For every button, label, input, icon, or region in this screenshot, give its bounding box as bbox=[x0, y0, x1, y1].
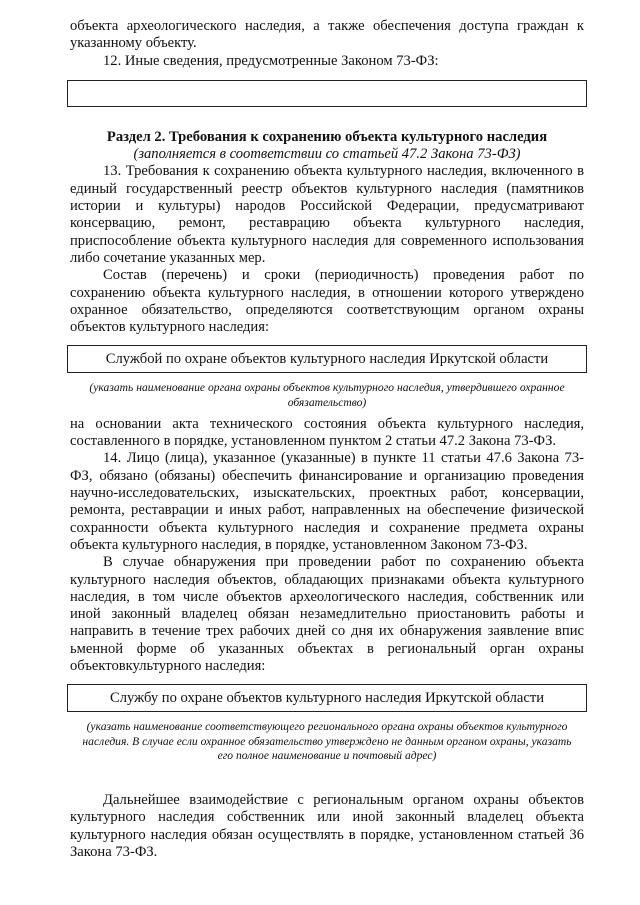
section-title: Раздел 2. Требования к сохранению объекта культурного наследия bbox=[106, 128, 548, 145]
document-page bbox=[70, 18, 584, 861]
field-other-info[interactable] bbox=[67, 80, 587, 107]
paragraph-continuation: объекта археологического наследия, а также обеспечения доступа граждан к указанному объекту. bbox=[70, 18, 584, 52]
paragraph-basis: на основании акта технического состояния объекта культурного наследия, составленного в порядке, установленном пунктом 2 статьи 47.2 Закона 73-ФЗ. bbox=[70, 415, 584, 450]
field-approving-authority[interactable]: Службой по охране объектов культурного наследия Иркутской области bbox=[67, 345, 587, 373]
paragraph-discovery: В случае обнаружения при проведении работ по сохранению объекта культурного наследия объектов, обладающих признаками объекта культурного наследия, в том числе объектов археологического наследия, собственник или иной законный владелец обязан незамедлительно приостановить работы и направить в течение трех рабочих дней со дня их обнаружения заявление впис​ьменной форме об указанных объектах в региональный орган охраны объектовкультурного наследия: bbox=[70, 554, 584, 675]
note-regional-authority: (указать наименование соответствующего регионального органа охраны объектов культурного наследия. В случае если охранное обязательство утверждено не данным органом охраны, указать его полное наименование и почтовый адрес) bbox=[82, 720, 572, 762]
paragraph-item-14: 14. Лицо (лица), указанное (указанные) в пункте 11 статьи 47.6 Закона 73-ФЗ, обязано (обязаны) обеспечить финансирование и организацию проведения научно-исследовательских, изыскательских, проектных работ, консервации, ремонта, реставрации и иных работ, направленных на обеспечение физической сохранности объекта культурного наследия и сохранение предмета охраны объекта культурного наследия, в порядке, установленном Законом 73-ФЗ. bbox=[70, 450, 584, 553]
paragraph-item-12: 12. Иные сведения, предусмотренные Законом 73-ФЗ: bbox=[103, 52, 439, 69]
section-subtitle: (заполняется в соответствии со статьей 47.2 Закона 73-ФЗ) bbox=[133, 146, 521, 163]
paragraph-further-interaction: Дальнейшее взаимодействие с региональным органом охраны объектов культурного наследия собственник или иной законный владелец объекта культурного наследия обязан осуществлять в порядке, установленном статьей 36 Закона 73-ФЗ. bbox=[70, 791, 584, 860]
note-approving-authority: (указать наименование органа охраны объектов культурного наследия, утвердившего охранное обязательство) bbox=[89, 381, 565, 409]
field-regional-authority[interactable]: Службу по охране объектов культурного наследия Иркутской области bbox=[67, 684, 587, 712]
paragraph-item-13: 13. Требования к сохранению объекта культурного наследия, включенного в единый государственный реестр объектов культурного наследия (памятников истории и культуры) народов Российской Федерации, предусматривают консервацию, ремонт, реставрацию объекта культурного наследия, приспособление объекта культурного наследия для современного использования либо сочетание указанных мер. bbox=[70, 163, 584, 266]
paragraph-works-list: Состав (перечень) и сроки (периодичность) проведения работ по сохранению объекта культурного наследия, в отношении которого утверждено охранное обязательство, определяются соответствующим органом охраны объектов культурного наследия: bbox=[70, 267, 584, 336]
